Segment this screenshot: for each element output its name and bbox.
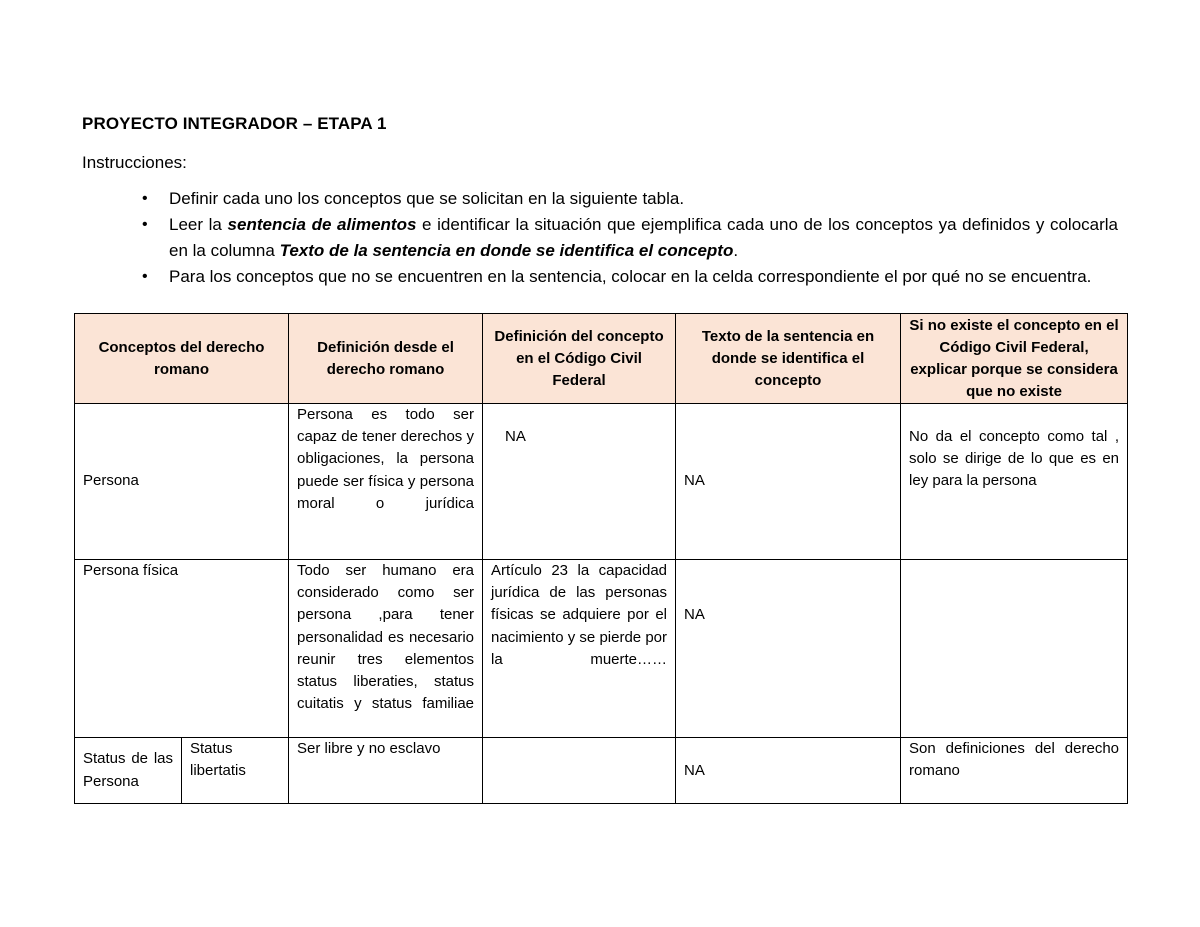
header-roman-definition: Definición desde el derecho romano (289, 314, 483, 404)
header-concepts: Conceptos del derecho romano (75, 314, 289, 404)
bullet-text: e identificar la situación que ejemplifica cada uno de los conceptos ya definidos y colocarla en la columna (169, 215, 1119, 260)
table-row (75, 560, 1128, 738)
cell-roman-definition: Ser libre y no esclavo (289, 738, 483, 804)
cell-concept: Status de las Persona (75, 738, 182, 804)
list-item (82, 212, 1118, 264)
table-row (75, 738, 1128, 804)
bullet-icon: • (142, 216, 148, 233)
bullet-text: . (733, 241, 739, 260)
bullet-text: Definir cada uno los conceptos que se solicitan en la siguiente tabla. (169, 189, 685, 208)
bullet-text: Para los conceptos que no se encuentren en la sentencia, colocar en la celda correspondiente el por qué no se encuentra. (169, 267, 1092, 286)
bullet-text: Leer la (169, 215, 228, 234)
table-row (75, 404, 1128, 560)
header-ccf-definition: Definición del concepto en el Código Civil Federal (483, 314, 676, 404)
bullet-emphasis: Texto de la sentencia en donde se identifica el concepto (279, 241, 734, 260)
cell-ccf-definition: NA (483, 404, 676, 560)
cell-roman-definition: Todo ser humano era considerado como ser persona ,para tener personalidad es necesario reunir tres elementos status liberaties, status cuitatis y status familiae (289, 560, 483, 738)
cell-explanation (901, 560, 1128, 738)
concepts-table (74, 313, 1128, 804)
cell-explanation: Son definiciones del derecho romano (901, 738, 1128, 804)
instructions-list (82, 186, 1118, 290)
header-explanation: Si no existe el concepto en el Código Civil Federal, explicar porque se considera que no existe (901, 314, 1128, 404)
cell-explanation: No da el concepto como tal , solo se dirige de lo que es en ley para la persona (901, 404, 1128, 560)
cell-concept: Persona (75, 404, 289, 560)
bullet-icon: • (142, 190, 148, 207)
cell-sub-concept: Status libertatis (182, 738, 289, 804)
document-title: PROYECTO INTEGRADOR – ETAPA 1 (82, 114, 387, 133)
bullet-emphasis: sentencia de alimentos (227, 215, 417, 234)
cell-sentence-text: NA (676, 404, 901, 560)
cell-sentence-text: NA (676, 560, 901, 738)
cell-ccf-definition: Artículo 23 la capacidad jurídica de las personas físicas se adquiere por el nacimiento y se pierde por la muerte…… (483, 560, 676, 738)
cell-roman-definition: Persona es todo ser capaz de tener derechos y obligaciones, la persona puede ser física y persona moral o jurídica (289, 404, 483, 560)
cell-sentence-text: NA (676, 738, 901, 804)
header-sentence-text: Texto de la sentencia en donde se identifica el concepto (676, 314, 901, 404)
list-item (82, 264, 1118, 290)
cell-ccf-definition (483, 738, 676, 804)
bullet-icon: • (142, 268, 148, 285)
cell-concept: Persona física (75, 560, 289, 738)
instructions-label: Instrucciones: (82, 153, 187, 172)
table-header-row (75, 314, 1128, 404)
list-item (82, 186, 1118, 212)
